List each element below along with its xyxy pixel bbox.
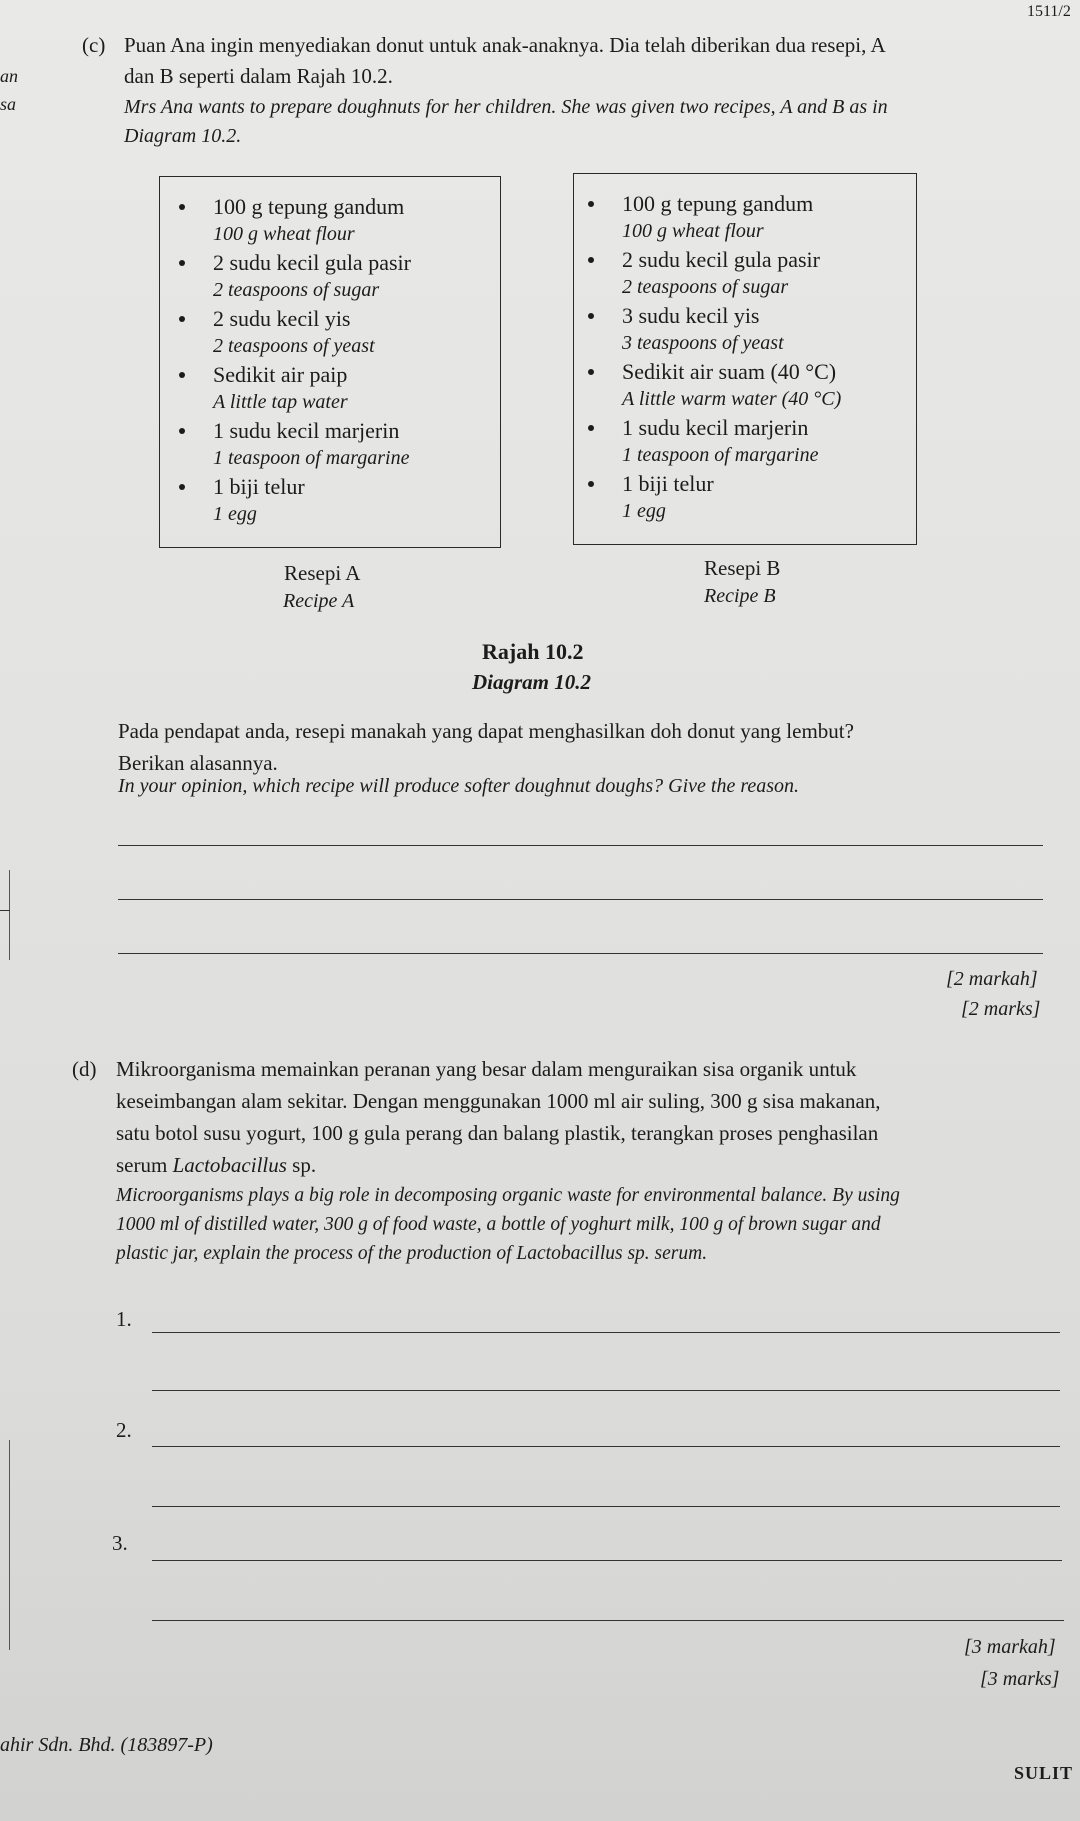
recipe-b-item: 1 sudu kecil marjerin 1 teaspoon of margarine (574, 414, 916, 469)
part-d-my-1: Mikroorganisma memainkan peranan yang besar dalam menguraikan sisa organik untuk (116, 1057, 857, 1081)
bullet-icon (179, 204, 185, 210)
part-c-text-en-1: Mrs Ana wants to prepare doughnuts for her children. She was given two recipes, A and B as in (124, 96, 888, 118)
part-c-text-my-1: Puan Ana ingin menyediakan donut untuk anak-anaknya. Dia telah diberikan dua resepi, A (124, 33, 886, 57)
recipe-b-item: 3 sudu kecil yis 3 teaspoons of yeast (574, 302, 916, 357)
diagram-title-en: Diagram 10.2 (472, 670, 592, 694)
part-c-label: (c) (82, 33, 106, 57)
recipe-b-caption-en: Recipe B (704, 585, 776, 607)
answer-line[interactable] (152, 1446, 1060, 1447)
part-d-my-4: serum Lactobacillus sp. (116, 1153, 317, 1177)
bullet-icon (588, 257, 594, 263)
recipe-a-caption-my: Resepi A (284, 561, 361, 585)
recipe-a-item: 2 sudu kecil yis 2 teaspoons of yeast (160, 305, 500, 360)
question-c-marks-en: [2 marks] (961, 998, 1041, 1020)
bullet-icon (179, 484, 185, 490)
footer-publisher: ahir Sdn. Bhd. (183897-P) (0, 1734, 213, 1756)
recipe-b-item: 1 biji telur 1 egg (574, 470, 916, 525)
page-edge-mark (9, 870, 10, 960)
recipe-b-box (573, 173, 917, 545)
question-c-my-1: Pada pendapat anda, resepi manakah yang dapat menghasilkan doh donut yang lembut? (118, 719, 854, 743)
page-number: 1511/2 (1027, 3, 1071, 20)
recipe-a-box (159, 176, 501, 548)
bullet-icon (588, 369, 594, 375)
bullet-icon (588, 201, 594, 207)
answer-line[interactable] (118, 899, 1043, 900)
answer-line[interactable] (152, 1620, 1064, 1621)
recipe-a-caption-en: Recipe A (283, 590, 355, 612)
answer-number: 2. (116, 1418, 132, 1442)
page-edge-tick (0, 910, 10, 911)
answer-line[interactable] (152, 1560, 1062, 1561)
recipe-b-item: 2 sudu kecil gula pasir 2 teaspoons of sugar (574, 246, 916, 301)
recipe-a-item: 100 g tepung gandum 100 g wheat flour (160, 193, 500, 248)
answer-line[interactable] (152, 1506, 1060, 1507)
part-d-my-3: satu botol susu yogurt, 100 g gula perang dan balang plastik, terangkan proses penghasilan (116, 1121, 879, 1145)
bullet-icon (588, 313, 594, 319)
diagram-title-my: Rajah 10.2 (482, 639, 584, 664)
footer-status: SULIT (1014, 1763, 1074, 1783)
part-d-label: (d) (72, 1057, 97, 1081)
recipe-b-caption-my: Resepi B (704, 556, 781, 580)
answer-number: 3. (112, 1531, 128, 1555)
recipe-a-item: 1 sudu kecil marjerin 1 teaspoon of margarine (160, 417, 500, 472)
answer-line[interactable] (118, 845, 1043, 846)
part-d-my-2: keseimbangan alam sekitar. Dengan menggunakan 1000 ml air suling, 300 g sisa makanan, (116, 1089, 881, 1113)
recipe-a-item: Sedikit air paip A little tap water (160, 361, 500, 416)
part-d-en-1: Microorganisms plays a big role in decomposing organic waste for environmental balance. By using (116, 1185, 900, 1206)
question-c-marks-my: [2 markah] (946, 968, 1038, 990)
answer-number: 1. (116, 1307, 132, 1331)
part-d-marks-en: [3 marks] (980, 1668, 1060, 1690)
recipe-a-item: 2 sudu kecil gula pasir 2 teaspoons of sugar (160, 249, 500, 304)
part-d-en-2: 1000 ml of distilled water, 300 g of food waste, a bottle of yoghurt milk, 100 g of brown sugar and (116, 1214, 881, 1235)
question-c-en: In your opinion, which recipe will produce softer doughnut doughs? Give the reason. (118, 775, 800, 797)
bullet-icon (588, 481, 594, 487)
recipe-b-item: Sedikit air suam (40 °C) A little warm water (40 °C) (574, 358, 916, 413)
bullet-icon (179, 316, 185, 322)
margin-fragment: an (0, 66, 18, 86)
question-c-my-2: Berikan alasannya. (118, 751, 278, 775)
page-edge-mark (9, 1440, 10, 1650)
answer-line[interactable] (152, 1390, 1060, 1391)
part-c-text-en-2: Diagram 10.2. (124, 125, 242, 147)
recipe-b-item: 100 g tepung gandum 100 g wheat flour (574, 190, 916, 245)
bullet-icon (179, 372, 185, 378)
bullet-icon (179, 260, 185, 266)
answer-line[interactable] (118, 953, 1043, 954)
bullet-icon (179, 428, 185, 434)
part-d-en-3: plastic jar, explain the process of the production of Lactobacillus sp. serum. (116, 1243, 708, 1264)
recipe-a-item: 1 biji telur 1 egg (160, 473, 500, 528)
bullet-icon (588, 425, 594, 431)
margin-fragment: sa (0, 94, 17, 114)
answer-line[interactable] (152, 1332, 1060, 1333)
part-c-text-my-2: dan B seperti dalam Rajah 10.2. (124, 64, 393, 88)
part-d-marks-my: [3 markah] (964, 1636, 1056, 1658)
